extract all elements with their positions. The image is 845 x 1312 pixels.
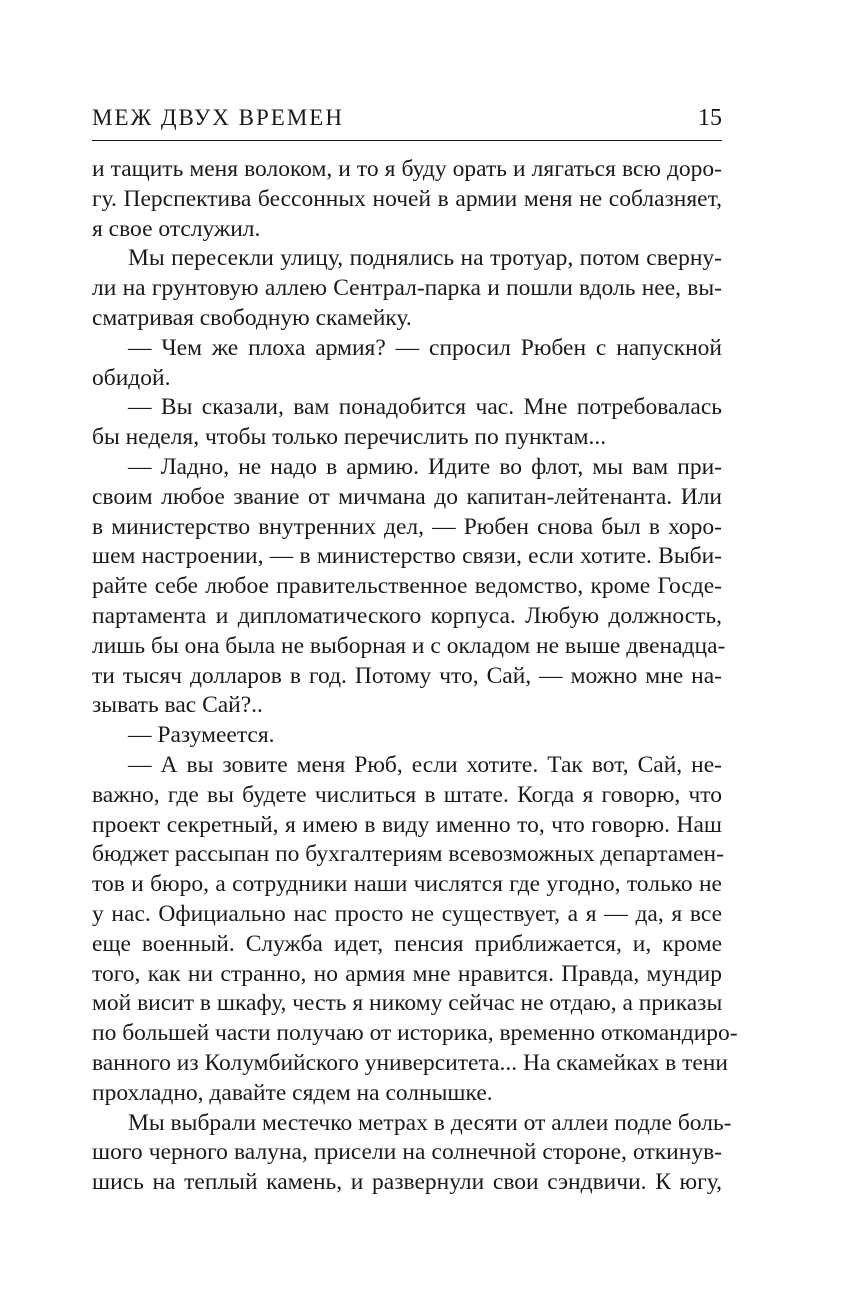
- paragraph: [92, 393, 722, 453]
- text-line: — Разумеется.: [128, 722, 275, 749]
- text-line: того, как ни странно, но армия мне нравится. Правда, мундир: [92, 960, 722, 987]
- text-line: проект секретный, я имею в виду именно то, что говорю. Наш: [92, 811, 722, 838]
- text-line: сматривая свободную скамейку.: [92, 304, 412, 331]
- body-text: [92, 155, 738, 1198]
- paragraph: [92, 1109, 732, 1198]
- text-line: бюджет рассыпан по бухгалтериям всевозможных департамен-: [92, 841, 724, 868]
- text-line: партамента и дипломатического корпуса. Любую должность,: [92, 602, 722, 629]
- text-line: шись на теплый камень, и развернули свои сэндвичи. К югу,: [92, 1169, 722, 1196]
- text-line: в министерство внутренних дел, — Рюбен снова был в хоро-: [92, 513, 722, 540]
- text-line: важно, где вы будете числиться в штате. Когда я говорю, что: [92, 781, 722, 808]
- text-line: своим любое звание от мичмана до капитан-лейтенанта. Или: [92, 483, 722, 510]
- text-line: и тащить меня волоком, и то я буду орать и лягаться всю доро-: [92, 156, 722, 182]
- page-number: 15: [698, 105, 722, 131]
- text-line: — Чем же плоха армия? — спросил Рюбен с напускной: [128, 334, 722, 361]
- paragraph: [92, 751, 738, 1109]
- text-line: ванного из Колумбийского университета... На скамейках в тени: [92, 1049, 728, 1076]
- text-line: зывать вас Сай?..: [92, 692, 263, 719]
- text-line: Мы выбрали местечко метрах в десяти от аллеи подле боль-: [128, 1109, 732, 1136]
- paragraph: [92, 155, 722, 244]
- text-line: мой висит в шкафу, честь я никому сейчас не отдаю, а приказы: [92, 990, 723, 1017]
- paragraph: [92, 453, 726, 721]
- text-line: по большей части получаю от историка, временно откомандиро-: [92, 1020, 738, 1047]
- paragraph: [92, 244, 722, 333]
- book-page: [92, 100, 738, 1198]
- text-line: шого черного валуна, присели на солнечной стороне, откинув-: [92, 1139, 722, 1166]
- text-line: ли на грунтовую аллею Сентрал-парка и пошли вдоль нее, вы-: [92, 275, 722, 302]
- running-title: МЕЖ ДВУХ ВРЕМЕН: [92, 105, 344, 130]
- text-line: шем настроении, — в министерство связи, если хотите. Выби-: [92, 543, 722, 570]
- text-line: бы неделя, чтобы только перечислить по пунктам...: [92, 424, 607, 451]
- text-line: Мы пересекли улицу, поднялись на тротуар, потом сверну-: [128, 245, 722, 272]
- text-line: райте себе любое правительственное ведомство, кроме Госде-: [92, 573, 722, 600]
- text-line: гу. Перспектива бессонных ночей в армии меня не соблазняет,: [92, 185, 722, 212]
- text-line: — Ладно, не надо в армию. Идите во флот, мы вам при-: [128, 453, 722, 480]
- paragraph: [92, 721, 722, 751]
- text-line: еще военный. Служба идет, пенсия приближается, и, кроме: [92, 930, 722, 957]
- text-line: у нас. Официально нас просто не существует, а я — да, я все: [92, 900, 722, 927]
- text-line: прохладно, давайте сядем на солнышке.: [92, 1079, 493, 1106]
- text-line: — А вы зовите меня Рюб, если хотите. Так вот, Сай, не-: [128, 751, 722, 778]
- running-head: [92, 100, 722, 141]
- text-line: тов и бюро, а сотрудники наши числятся где угодно, только не: [92, 871, 722, 898]
- text-line: лишь бы она была не выборная и с окладом не выше двенадца-: [92, 632, 726, 659]
- text-line: я свое отслужил.: [92, 215, 261, 242]
- text-line: ти тысяч долларов в год. Потому что, Сай, — можно мне на-: [92, 662, 722, 689]
- paragraph: [92, 334, 722, 394]
- text-line: — Вы сказали, вам понадобится час. Мне потребовалась: [128, 394, 722, 421]
- text-line: обидой.: [92, 364, 171, 391]
